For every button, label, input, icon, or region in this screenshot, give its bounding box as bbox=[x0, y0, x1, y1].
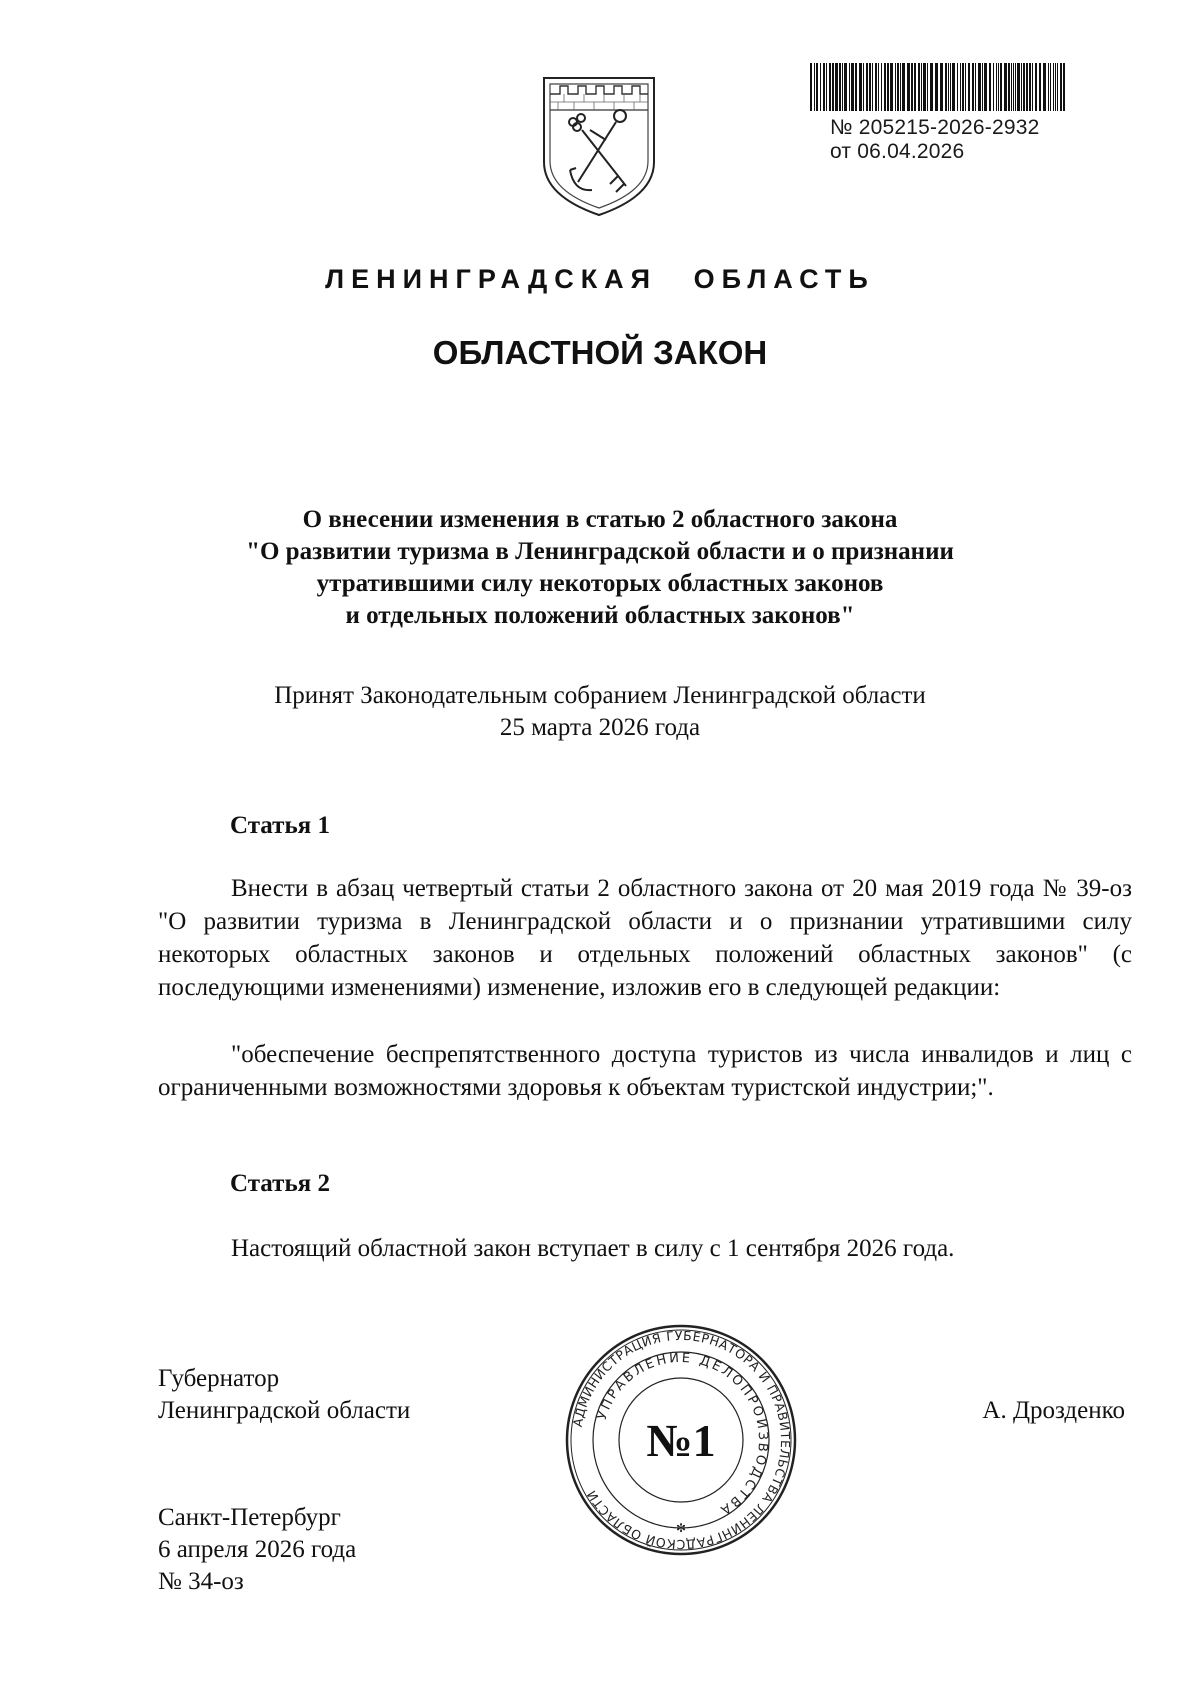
barcode-bar bbox=[823, 63, 825, 111]
law-title-line: и отдельных положений областных законов" bbox=[345, 602, 855, 629]
signatory-title-line: Губернатор bbox=[158, 1365, 280, 1392]
barcode-bar bbox=[940, 63, 943, 111]
barcode-bar bbox=[1057, 63, 1058, 111]
barcode-bar bbox=[972, 63, 974, 111]
seal-star-icon: ✻ bbox=[675, 1521, 687, 1535]
barcode-bar bbox=[816, 63, 818, 111]
barcode-bar bbox=[911, 63, 913, 111]
article-1-paragraph: Внести в абзац четвертый статьи 2 областного закона от 20 мая 2019 года № 39-оз "О развитии туризма в Ленинградской области и о признании утратившими силу некоторых областных законов и отдельных положений областных законов" (с последующими изменениями) изменение, изложив его в следующей редакции: bbox=[158, 875, 1132, 1001]
law-number: № 34-оз bbox=[158, 1568, 244, 1595]
coat-of-arms-icon bbox=[540, 74, 658, 218]
barcode-bar bbox=[930, 63, 933, 111]
barcode-bar bbox=[1032, 63, 1033, 111]
barcode-bar bbox=[1011, 63, 1012, 111]
barcode-bar bbox=[1004, 63, 1007, 111]
barcode-bar bbox=[914, 63, 916, 111]
article-2-heading: Статья 2 bbox=[230, 1170, 330, 1197]
barcode-bar bbox=[895, 63, 896, 111]
barcode-bar bbox=[814, 63, 815, 111]
barcode-bar bbox=[982, 63, 983, 111]
barcode-bar bbox=[872, 63, 873, 111]
document-type: ОБЛАСТНОЙ ЗАКОН bbox=[432, 334, 768, 371]
barcode-bar bbox=[960, 63, 961, 111]
barcode-bar bbox=[875, 63, 877, 111]
barcode-bar bbox=[866, 63, 868, 111]
barcode-bar bbox=[1063, 63, 1065, 111]
barcode-bar bbox=[1015, 63, 1016, 111]
barcode-bar bbox=[855, 63, 857, 111]
barcode-bar bbox=[839, 63, 841, 111]
barcode-bar bbox=[878, 63, 879, 111]
barcode-bar bbox=[1017, 63, 1020, 111]
barcode-bar bbox=[1008, 63, 1010, 111]
barcode-bar bbox=[820, 63, 821, 111]
barcode-bar bbox=[950, 63, 951, 111]
adoption-line: Принят Законодательным собранием Ленинградской области bbox=[274, 682, 926, 709]
barcode-bar bbox=[844, 63, 847, 111]
barcode-icon bbox=[810, 63, 1068, 111]
barcode-bar bbox=[890, 63, 893, 111]
barcode-bar bbox=[996, 63, 997, 111]
barcode-bar bbox=[957, 63, 958, 111]
barcode-bar bbox=[851, 63, 854, 111]
barcode-bar bbox=[869, 63, 871, 111]
barcode-bar bbox=[1013, 63, 1014, 111]
barcode-bar bbox=[945, 63, 947, 111]
barcode-bar bbox=[1023, 63, 1025, 111]
barcode-bar bbox=[935, 63, 938, 111]
barcode-bar bbox=[1039, 63, 1041, 111]
region-title: ЛЕНИНГРАДСКАЯ ОБЛАСТЬ bbox=[325, 264, 875, 294]
law-title bbox=[150, 504, 1050, 632]
barcode-bar bbox=[998, 63, 999, 111]
barcode-bar bbox=[826, 63, 827, 111]
barcode-bar bbox=[1029, 63, 1031, 111]
place: Санкт-Петербург bbox=[158, 1504, 341, 1531]
barcode-bar bbox=[842, 63, 843, 111]
barcode-bar bbox=[849, 63, 850, 111]
barcode-bar bbox=[968, 63, 970, 111]
barcode-bar bbox=[962, 63, 964, 111]
barcode-bar bbox=[1035, 63, 1037, 111]
barcode-bar bbox=[881, 63, 882, 111]
barcode-bar bbox=[1048, 63, 1049, 111]
barcode-bar bbox=[921, 63, 922, 111]
seal-inner-text: УПРАВЛЕНИЕ ДЕЛОПРОИЗВОДСТВА bbox=[594, 1350, 771, 1519]
article-2-paragraph: Настоящий областной закон вступает в силу с 1 сентября 2026 года. bbox=[231, 1235, 955, 1262]
barcode-bar bbox=[887, 63, 889, 111]
barcode-bar bbox=[884, 63, 886, 111]
law-title-line: О внесении изменения в статью 2 областного закона bbox=[302, 506, 898, 533]
barcode-bar bbox=[927, 63, 928, 111]
adoption-date: 25 марта 2026 года bbox=[499, 714, 701, 741]
barcode-bar bbox=[948, 63, 949, 111]
barcode-bar bbox=[984, 63, 987, 111]
official-seal-icon bbox=[563, 1322, 799, 1558]
barcode-bar bbox=[1000, 63, 1002, 111]
barcode-bar bbox=[902, 63, 905, 111]
signatory-title bbox=[158, 1363, 410, 1427]
barcode-bar bbox=[859, 63, 862, 111]
seal-number: №1 bbox=[646, 1415, 716, 1466]
barcode-bar bbox=[965, 63, 966, 111]
article-1-heading: Статья 1 bbox=[230, 812, 330, 839]
barcode-bar bbox=[1026, 63, 1028, 111]
law-title-line: "О развитии туризма в Ленинградской области и о признании bbox=[246, 538, 954, 565]
registration-date: от 06.04.2026 bbox=[830, 140, 965, 163]
barcode-bar bbox=[900, 63, 901, 111]
barcode-bar bbox=[1060, 63, 1062, 111]
barcode-bar bbox=[978, 63, 981, 111]
barcode-bar bbox=[897, 63, 899, 111]
article-1-amendment-text: "обеспечение беспрепятственного доступа туристов из числа инвалидов и лиц с ограниченными возможностями здоровья к объектам туристской индустрии;". bbox=[158, 1041, 1132, 1101]
barcode-bar bbox=[975, 63, 976, 111]
registration-number: № 205215-2026-2932 bbox=[830, 116, 1040, 139]
barcode-bar bbox=[1021, 63, 1022, 111]
barcode-bar bbox=[1043, 63, 1046, 111]
barcode-bar bbox=[1055, 63, 1056, 111]
barcode-bar bbox=[1050, 63, 1051, 111]
seal-outer-text: АДМИНИСТРАЦИЯ ГУБЕРНАТОРА И ПРАВИТЕЛЬСТВА ЛЕНИНГРАДСКОЙ ОБЛАСТИ bbox=[569, 1327, 794, 1553]
barcode-bar bbox=[829, 63, 831, 111]
signing-date: 6 апреля 2026 года bbox=[158, 1536, 357, 1563]
barcode-bar bbox=[810, 63, 812, 111]
law-title-line: утратившими силу некоторых областных законов bbox=[316, 570, 884, 597]
barcode-bar bbox=[1053, 63, 1054, 111]
barcode-bar bbox=[863, 63, 864, 111]
signatory-title-line: Ленинградской области bbox=[158, 1397, 411, 1424]
barcode-bar bbox=[918, 63, 920, 111]
place-and-date bbox=[158, 1502, 356, 1598]
barcode-bar bbox=[907, 63, 910, 111]
barcode-bar bbox=[993, 63, 994, 111]
signatory-name: А. Дрозденко bbox=[982, 1397, 1125, 1424]
barcode-bar bbox=[952, 63, 955, 111]
barcode-bar bbox=[835, 63, 838, 111]
barcode-bar bbox=[832, 63, 834, 111]
barcode-bar bbox=[989, 63, 991, 111]
barcode-bar bbox=[923, 63, 926, 111]
adoption-note bbox=[150, 680, 1050, 744]
